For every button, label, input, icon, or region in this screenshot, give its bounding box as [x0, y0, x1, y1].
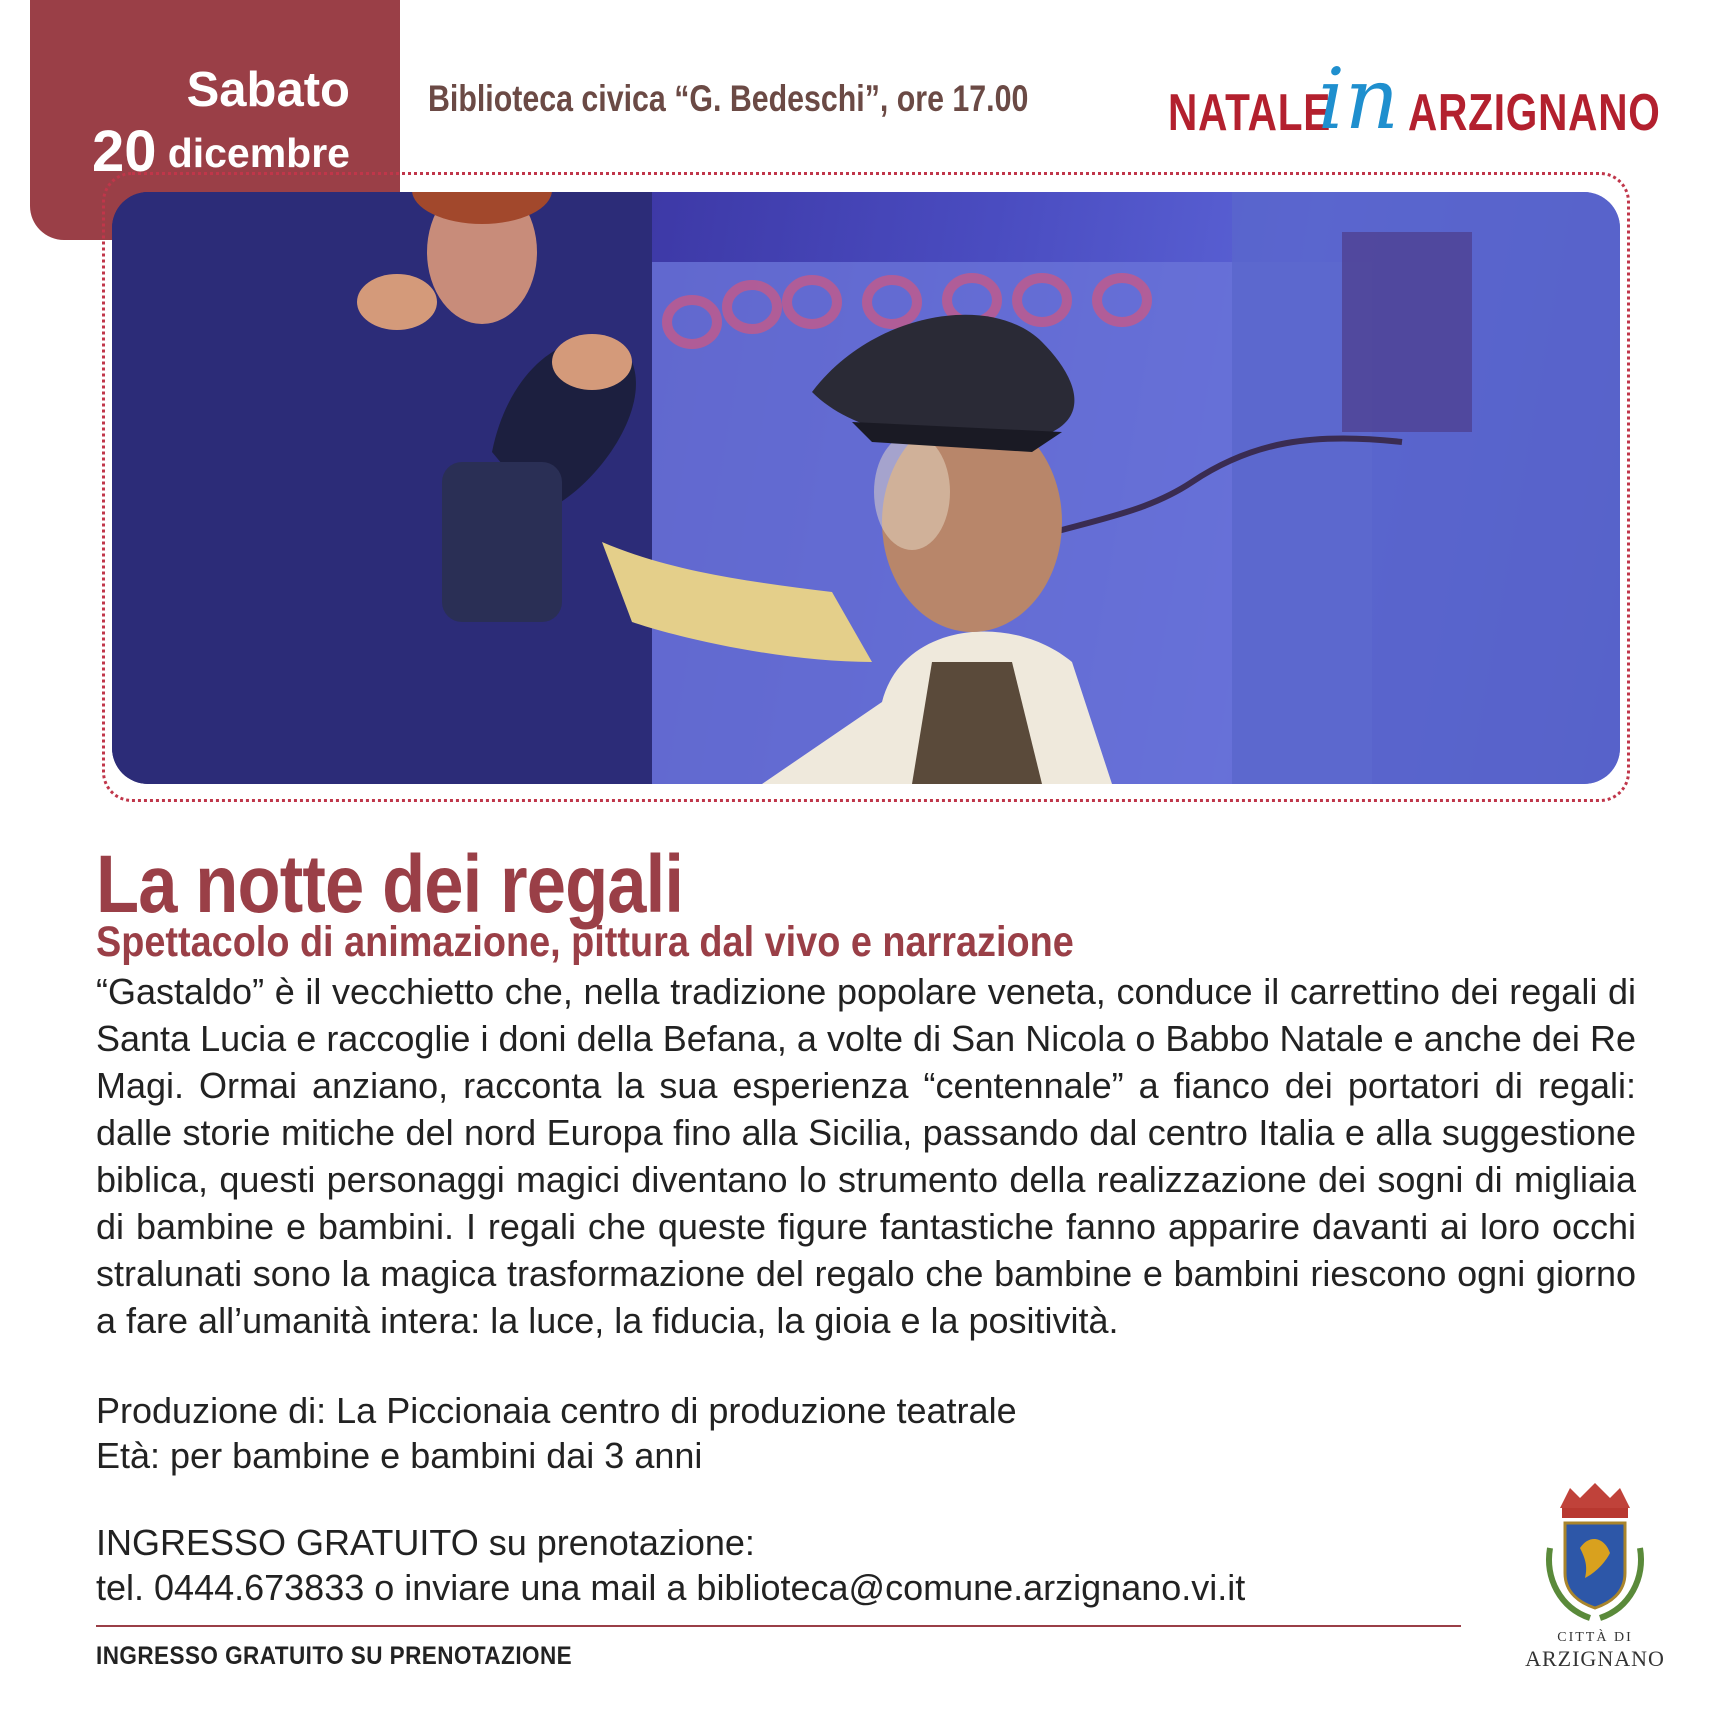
age-line: Età: per bambine e bambini dai 3 anni	[96, 1435, 703, 1476]
month: dicembre	[167, 130, 350, 176]
crest-line2: ARZIGNANO	[1525, 1646, 1665, 1671]
booking-line: INGRESSO GRATUITO su prenotazione:	[96, 1522, 755, 1563]
city-crest-icon	[1540, 1478, 1650, 1628]
event-description: “Gastaldo” è il vecchietto che, nella tradizione popolare veneta, conduce il carrettino dei regali di Santa Lucia e raccoglie i doni della Befana, a volte di San Nicola o Babbo Natale e anche dei Re Magi. Ormai anziano, racconta la sua esperienza “centennale” a fianco dei portatori di regali: dalle storie mitiche del nord Europa fino alla Sicilia, passando dal centro Italia e alla suggestione biblica, questi personaggi magici diventano lo strumento della realizzazione dei sogni di migliaia di bambine e bambini. I regali che queste figure fantastiche fanno apparire davanti ai loro occhi stralunati sono la magica trasformazione del regalo che bambine e bambini riescono ogni giorno a fare all’umanità intera: la luce, la fiducia, la gioia e la positività.	[96, 971, 1636, 1341]
crest-line1: CITTÀ DI	[1557, 1630, 1633, 1645]
event-title: La notte dei regali	[96, 839, 684, 930]
logo-word-natale: NATALE	[1168, 84, 1332, 142]
venue-time: Biblioteca civica “G. Bedeschi”, ore 17.00	[428, 78, 1029, 119]
logo-word-arzignano: ARZIGNANO	[1408, 84, 1661, 142]
production-line: Produzione di: La Piccionaia centro di produzione teatrale	[96, 1390, 1017, 1431]
puppeteer-illustration	[112, 192, 1620, 784]
day-name: Sabato	[186, 63, 350, 117]
contact-line: tel. 0444.673833 o inviare una mail a biblioteca@comune.arzignano.vi.it	[96, 1567, 1246, 1608]
event-photo	[112, 192, 1620, 784]
day-number: 20	[92, 119, 157, 184]
logo-word-in: in	[1318, 50, 1399, 148]
crest-caption	[1520, 1630, 1670, 1672]
footer-note: INGRESSO GRATUITO SU PRENOTAZIONE	[96, 1642, 573, 1670]
event-subtitle: Spettacolo di animazione, pittura dal vivo e narrazione	[96, 918, 1074, 966]
footer-divider	[96, 1625, 1461, 1627]
